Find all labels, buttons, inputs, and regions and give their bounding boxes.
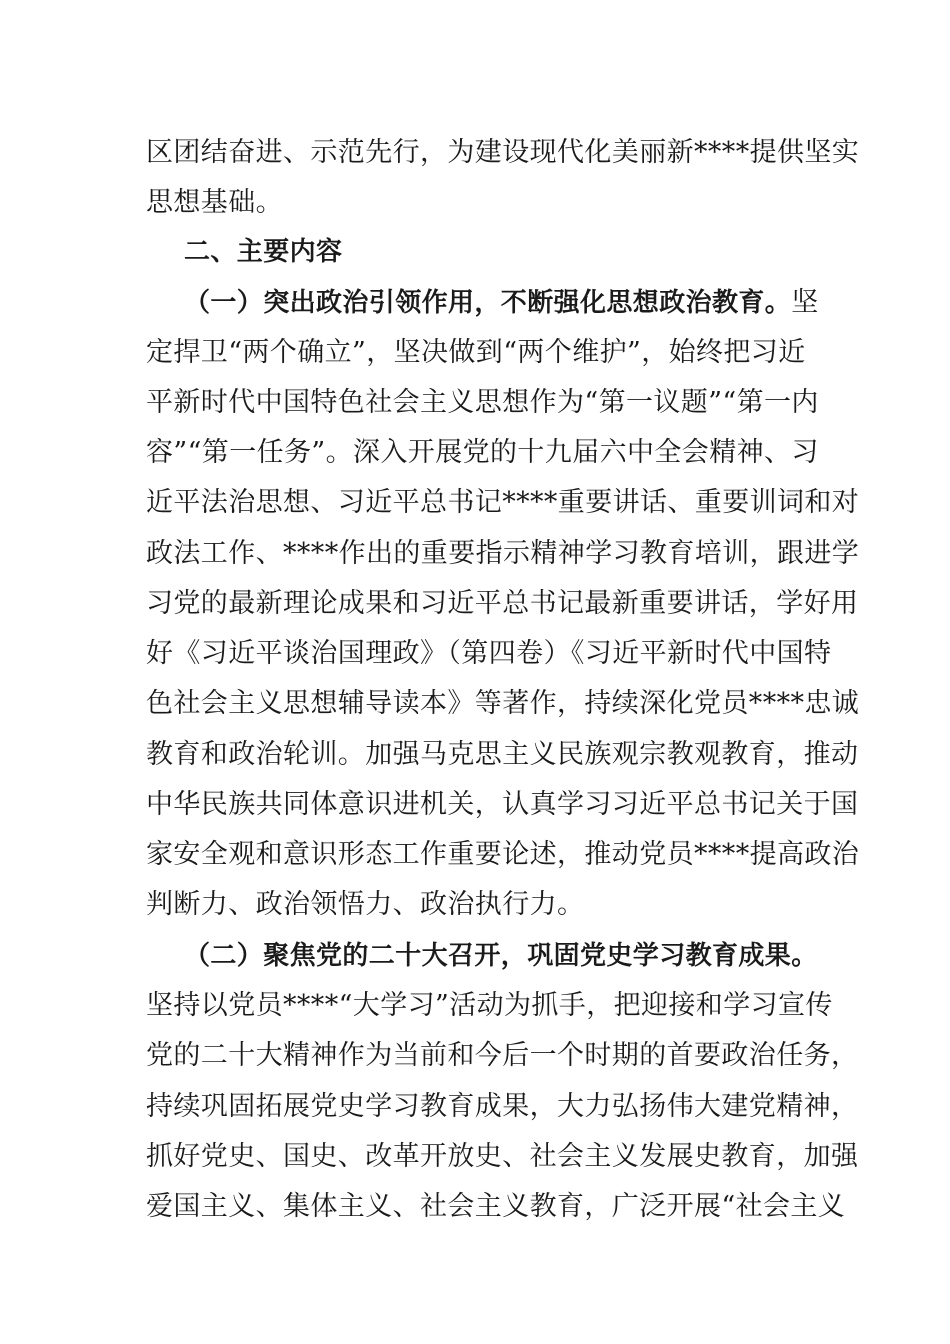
item1-line-5: 政法工作、****作出的重要指示精神学习教育培训，跟进学 [146,538,860,569]
item2-line-3: 持续巩固拓展党史学习教育成果，大力弘扬伟大建党精神， [146,1091,859,1122]
item1-line-1: 定捍卫“两个确立”，坚决做到“两个维护”，始终把习近 [146,337,806,368]
item1-line-8: 色社会主义思想辅导读本》等著作，持续深化党员****忠诚 [146,688,860,719]
item2-line-1: 坚持以党员****“大学习”活动为抓手，把迎接和学习宣传 [146,990,833,1021]
item1-line-6: 习党的最新理论成果和习近平总书记最新重要讲话，学好用 [146,588,859,619]
item2-lead: （二）聚焦党的二十大召开，巩固党史学习教育成果。 [184,941,818,971]
item2-lead-line [184,936,816,976]
intro-line-2: 思想基础。 [146,187,283,218]
item2-line-4: 抓好党史、国史、改革开放史、社会主义发展史教育，加强 [146,1141,859,1172]
intro-line-1: 区团结奋进、示范先行，为建设现代化美丽新****提供坚实 [146,137,860,168]
item1-line-7: 好《习近平谈治国理政》（第四卷）《习近平新时代中国特 [146,638,832,669]
item1-line-12: 判断力、政治领悟力、政治执行力。 [146,889,585,920]
section-heading: 二、主要内容 [184,237,343,267]
item1-line-4: 近平法治思想、习近平总书记****重要讲话、重要训词和对 [146,487,860,518]
item1-line-2: 平新时代中国特色社会主义思想作为“第一议题”“第一内 [146,387,819,418]
item2-line-2: 党的二十大精神作为当前和今后一个时期的首要政治任务， [146,1040,859,1071]
item1-line-11: 家安全观和意识形态工作重要论述，推动党员****提高政治 [146,839,860,870]
item1-lead-line [184,283,819,323]
item2-line-5: 爱国主义、集体主义、社会主义教育，广泛开展“社会主义 [146,1191,846,1222]
item1-line-10: 中华民族共同体意识进机关，认真学习习近平总书记关于国 [146,789,859,820]
item1-line-9: 教育和政治轮训。加强马克思主义民族观宗教观教育，推动 [146,739,859,770]
item1-lead: （一）突出政治引领作用，不断强化思想政治教育。 [184,288,792,318]
item1-line-3: 容”“第一任务”。深入开展党的十九届六中全会精神、习 [146,437,819,468]
item1-lead-tail: 坚 [791,287,819,318]
